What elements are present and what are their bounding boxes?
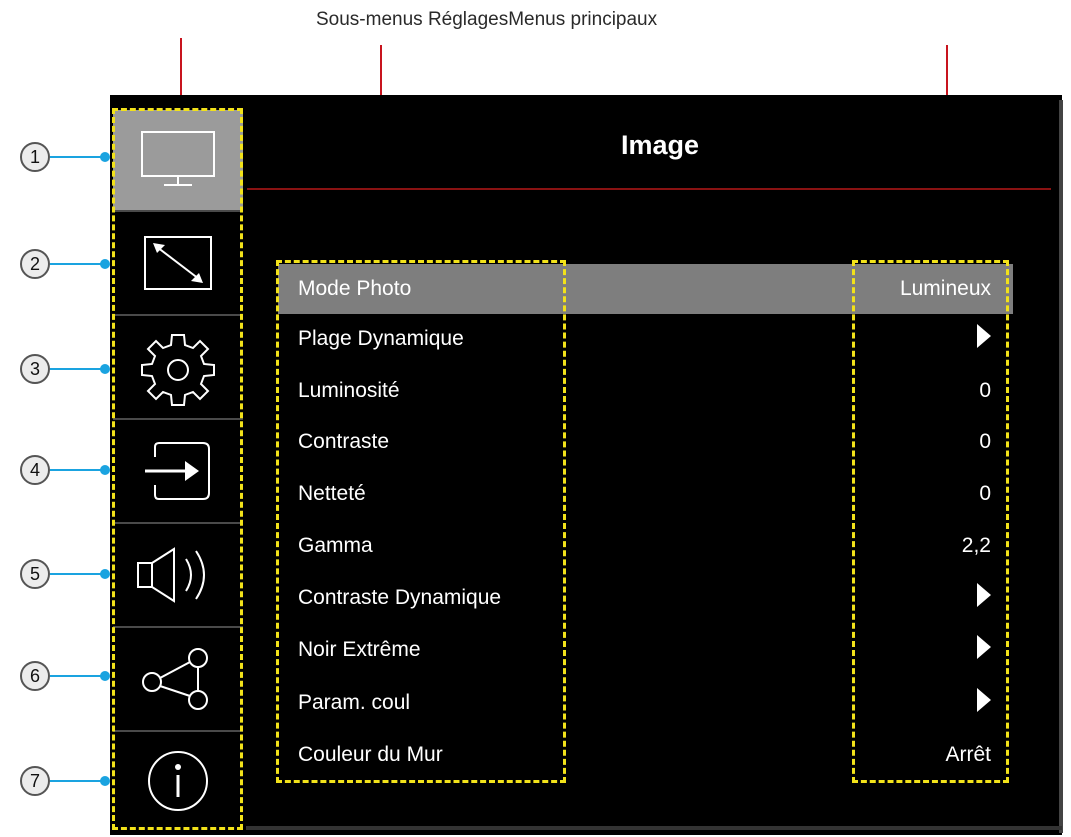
top-caption: Sous-menus RéglagesMenus principaux — [316, 9, 658, 30]
menu-row-value: 0 — [979, 430, 991, 453]
callout-number-dot — [100, 259, 110, 269]
menu-row[interactable] — [278, 418, 1013, 466]
gear-icon — [138, 327, 218, 407]
resize-arrow-icon — [143, 235, 213, 291]
menu-row-value: 2,2 — [961, 534, 991, 557]
menu-row[interactable] — [278, 367, 1013, 415]
callout-number-dot — [100, 776, 110, 786]
menu-row[interactable] — [278, 264, 1013, 314]
callout-number-4: 4 — [20, 455, 50, 485]
menu-row[interactable] — [278, 679, 1013, 727]
sidebar-item-audio[interactable] — [113, 524, 243, 628]
title-divider — [247, 188, 1051, 190]
callout-number-dot — [100, 569, 110, 579]
menu-row-label: Param. coul — [298, 691, 411, 714]
sidebar-item-network[interactable] — [113, 628, 243, 732]
menu-row-value: 0 — [979, 379, 991, 402]
menu-row-label: Noir Extrême — [298, 638, 421, 661]
sidebar-item-image[interactable] — [113, 110, 243, 212]
submenu-arrow-icon — [977, 688, 991, 718]
callout-number-line — [50, 780, 104, 782]
osd-bottom-border — [246, 826, 1062, 830]
sidebar-item-settings[interactable] — [113, 316, 243, 420]
menu-row[interactable] — [278, 626, 1013, 674]
menu-row[interactable] — [278, 522, 1013, 570]
menu-row-label: Contraste — [298, 430, 390, 453]
callout-number-line — [50, 368, 104, 370]
submenu-arrow-icon — [977, 324, 991, 354]
menu-row-label: Luminosité — [298, 379, 400, 402]
menu-row-label: Couleur du Mur — [298, 743, 443, 766]
sidebar-item-display[interactable] — [113, 212, 243, 316]
menu-row[interactable] — [278, 315, 1013, 363]
submenu-arrow-icon — [977, 583, 991, 613]
menu-row-value: Lumineux — [899, 277, 991, 300]
menu-row[interactable] — [278, 574, 1013, 622]
menu-row-value: 0 — [979, 482, 991, 505]
callout-number-3: 3 — [20, 354, 50, 384]
menu-row-label: Contraste Dynamique — [298, 586, 502, 609]
callout-number-line — [50, 573, 104, 575]
input-source-icon — [143, 439, 213, 503]
callout-number-dot — [100, 671, 110, 681]
menu-row-label: Plage Dynamique — [298, 327, 464, 350]
callout-number-dot — [100, 465, 110, 475]
callout-number-1: 1 — [20, 142, 50, 172]
menu-row-label: Gamma — [298, 534, 373, 557]
callout-number-5: 5 — [20, 559, 50, 589]
callout-number-6: 6 — [20, 661, 50, 691]
network-share-icon — [140, 646, 216, 712]
sidebar-item-info[interactable] — [113, 732, 243, 830]
callout-number-line — [50, 675, 104, 677]
sidebar-item-input[interactable] — [113, 420, 243, 524]
callout-number-dot — [100, 152, 110, 162]
callout-number-line — [50, 469, 104, 471]
menu-row-value: Arrêt — [945, 743, 991, 766]
info-icon — [146, 749, 210, 813]
monitor-icon — [140, 130, 216, 190]
speaker-icon — [136, 545, 220, 605]
menu-row[interactable] — [278, 470, 1013, 518]
menu-title: Image — [620, 130, 700, 160]
osd-right-border — [1059, 100, 1063, 833]
callout-number-2: 2 — [20, 249, 50, 279]
submenu-arrow-icon — [977, 635, 991, 665]
callout-number-dot — [100, 364, 110, 374]
callout-number-line — [50, 156, 104, 158]
menu-row-label: Netteté — [298, 482, 366, 505]
menu-row[interactable] — [278, 731, 1013, 779]
callout-number-line — [50, 263, 104, 265]
callout-number-7: 7 — [20, 766, 50, 796]
menu-row-label: Mode Photo — [298, 277, 412, 300]
